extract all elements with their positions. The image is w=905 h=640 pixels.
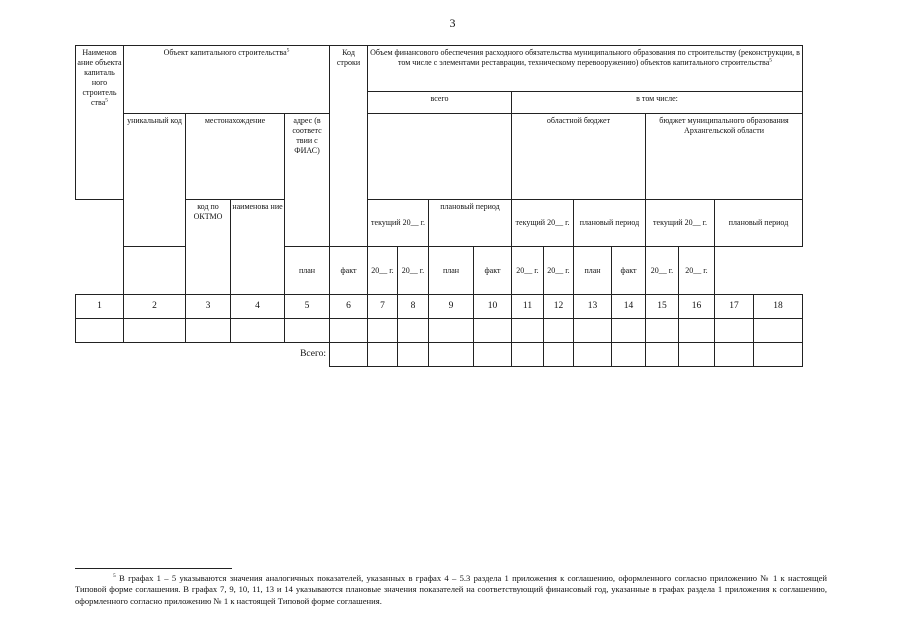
footnote-separator [75, 568, 232, 569]
column-number: 16 [679, 295, 715, 319]
header-funding-volume: Объем финансового обеспечения расходного обязательства муниципального образования по строительству (реконструкции, в том числе с элементами реставрации, техническому перевооружению) объектов капитального строительства$^5$ [368, 46, 803, 92]
total-cell[interactable] [474, 343, 512, 367]
total-cell[interactable] [330, 343, 368, 367]
header-plan: план [285, 247, 330, 295]
column-number: 11 [512, 295, 544, 319]
total-cell[interactable] [512, 343, 544, 367]
column-number: 3 [186, 295, 231, 319]
data-cell[interactable] [574, 319, 612, 343]
page-number: 3 [449, 16, 456, 30]
data-cell[interactable] [512, 319, 544, 343]
header-year: 20__ г. [646, 247, 679, 295]
total-cell[interactable] [715, 343, 754, 367]
data-cell[interactable] [646, 319, 679, 343]
header-planned-period-3: плановый период [715, 200, 803, 247]
header-location: местонахождение [186, 114, 285, 200]
column-number: 14 [612, 295, 646, 319]
data-cell[interactable] [398, 319, 429, 343]
data-cell[interactable] [76, 319, 124, 343]
data-cell[interactable] [368, 319, 398, 343]
total-cell[interactable] [368, 343, 398, 367]
header-object-name: Наименов ание объекта капиталь ного строитель ства$^5$ [76, 46, 124, 200]
header-code-blank [124, 247, 186, 295]
data-cell[interactable] [330, 319, 368, 343]
total-cell[interactable] [612, 343, 646, 367]
data-cell[interactable] [715, 319, 754, 343]
header-planned-period-1: плановый период [429, 200, 512, 247]
total-cell[interactable] [544, 343, 574, 367]
total-cell[interactable] [574, 343, 612, 367]
footnote [75, 573, 827, 607]
column-number: 1 [76, 295, 124, 319]
data-cell[interactable] [612, 319, 646, 343]
column-number: 18 [754, 295, 803, 319]
column-number: 12 [544, 295, 574, 319]
column-number: 5 [285, 295, 330, 319]
header-naming: наименова ние [231, 200, 285, 295]
header-year: 20__ г. [679, 247, 715, 295]
data-cell[interactable] [285, 319, 330, 343]
column-number: 8 [398, 295, 429, 319]
funding-table [75, 45, 803, 367]
data-cell[interactable] [231, 319, 285, 343]
header-plan: план [429, 247, 474, 295]
header-fact: факт [474, 247, 512, 295]
header-current-year-3: текущий 20__ г. [646, 200, 715, 247]
data-cell[interactable] [429, 319, 474, 343]
column-number: 17 [715, 295, 754, 319]
header-current-year-2: текущий 20__ г. [512, 200, 574, 247]
total-cell[interactable] [679, 343, 715, 367]
column-number: 9 [429, 295, 474, 319]
total-row [76, 343, 803, 367]
header-oktmo: код по ОКТМО [186, 200, 231, 295]
data-cell[interactable] [186, 319, 231, 343]
column-number: 7 [368, 295, 398, 319]
header-line-code: Код строки [330, 46, 368, 247]
footnote-marker: 5 [113, 573, 116, 580]
footnote-text: В графах 1 – 5 указываются значения аналогичных показателей, указанных в графах 4 – 5.3 раздела 1 приложения к соглашению, оформленного согласно приложению № 1 к настоящей Типовой форме соглашения. В графах 7, 9, 10, 11, 13 и 14 указываются плановые значения показателей на соответствующий финансовый год, указанные в графах раздела 1 приложения к соглашению, оформленного согласно приложению № 1 к настоящей Типовой форме соглашения. [75, 573, 827, 606]
header-total: всего [368, 92, 512, 114]
total-cell[interactable] [398, 343, 429, 367]
header-fact: факт [330, 247, 368, 295]
header-capital-object: Объект капитального строительства$^5$ [124, 46, 330, 114]
header-municipal-budget: бюджет муниципального образования Архангельской области [646, 114, 803, 200]
data-cell[interactable] [679, 319, 715, 343]
column-number: 10 [474, 295, 512, 319]
header-total-blank [368, 114, 512, 200]
header-fact: факт [612, 247, 646, 295]
header-year: 20__ г. [544, 247, 574, 295]
header-year: 20__ г. [398, 247, 429, 295]
header-planned-period-2: плановый период [574, 200, 646, 247]
data-cell[interactable] [754, 319, 803, 343]
header-year: 20__ г. [512, 247, 544, 295]
total-cell[interactable] [754, 343, 803, 367]
total-cell[interactable] [429, 343, 474, 367]
header-name-blank [76, 200, 124, 295]
total-label: Всего: [300, 348, 326, 359]
column-number: 4 [231, 295, 285, 319]
header-regional-budget: областной бюджет [512, 114, 646, 200]
header-plan: план [574, 247, 612, 295]
data-cell[interactable] [544, 319, 574, 343]
column-number: 6 [330, 295, 368, 319]
column-number: 13 [574, 295, 612, 319]
total-cell[interactable] [646, 343, 679, 367]
header-unique-code: уникальный код [124, 114, 186, 247]
column-number: 2 [124, 295, 186, 319]
header-including: в том числе: [512, 92, 803, 114]
header-current-year-1: текущий 20__ г. [368, 200, 429, 247]
data-cell[interactable] [124, 319, 186, 343]
column-number: 15 [646, 295, 679, 319]
header-year: 20__ г. [368, 247, 398, 295]
header-address: адрес (в соответс твии с ФИАС) [285, 114, 330, 247]
data-cell[interactable] [474, 319, 512, 343]
table-row [76, 319, 803, 343]
